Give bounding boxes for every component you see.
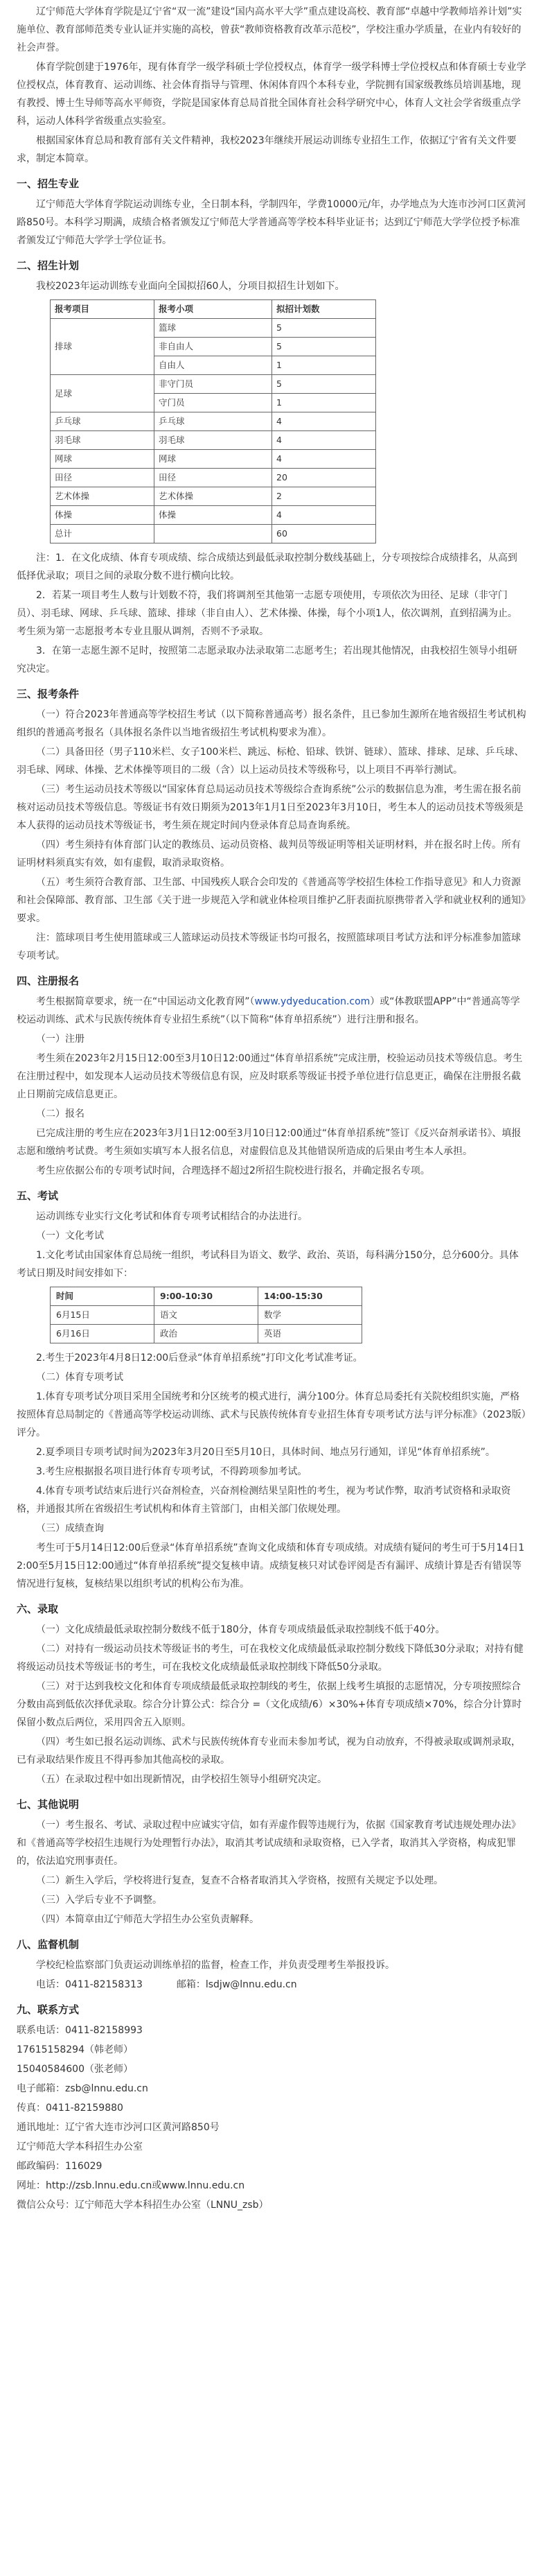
contact-address: 通讯地址：辽宁省大连市沙河口区黄河路850号: [17, 2122, 220, 2133]
section-plan: [17, 256, 526, 678]
plan-project-cell: 排球: [51, 319, 154, 375]
plan-table-body: [51, 319, 376, 543]
section-admission: [17, 1600, 526, 1789]
plan-count-cell: 5: [272, 338, 376, 356]
section-title: 六、录取: [17, 1603, 59, 1615]
section-title: 五、考试: [17, 1190, 59, 1202]
sub-heading: （三）成绩查询: [36, 1523, 104, 1534]
website-link[interactable]: www.ydyeducation.com: [254, 996, 371, 1007]
plan-count-cell: 4: [272, 450, 376, 469]
table-header-row: [51, 300, 376, 319]
paragraph: （三）入学后专业不予调整。: [36, 1895, 162, 1906]
exam-schedule-table: [50, 1287, 362, 1343]
paragraph: （五）在录取过程中如出现新情况，由学校招生领导小组研究决定。: [36, 1774, 327, 1785]
plan-item-cell: 网球: [154, 450, 272, 469]
paragraph: 考生须在2023年2月15日12:00至3月10日12:00通过“体育单招系统”完成注册，校验运动员技术等级信息。考生在注册过程中，如发现本人运动员技术等级信息有误，应及时联系等级证书授予单位进行信息更正，确保在注册报名截止日期前完成信息更正。: [17, 1053, 523, 1100]
section-title: 九、联系方式: [17, 2003, 80, 2016]
plan-count-cell: 5: [272, 319, 376, 338]
intro-paragraph: 根据国家体育总局和教育部有关文件精神，我校2023年继续开展运动训练专业招生工作，依据辽宁省有关文件要求，制定本简章。: [17, 135, 517, 164]
note: 3．在第一志愿生源不足时，按照第二志愿录取办法录取第二志愿考生；若出现其他情况，由我校招生领导小组研究决定。: [17, 645, 517, 675]
paragraph: 运动训练专业实行文化考试和体育专项考试相结合的办法进行。: [36, 1211, 308, 1222]
intro-paragraph: 体育学院创建于1976年，现有体育学一级学科硕士学位授权点，体育学一级学科博士学位授权点和体育硕士专业学位授权点，体育教育、运动训练、社会体育指导与管理、休闲体育四个本科专业，学院拥有国家级教练员培训基地，现有教授、博士生导师等高水平师资，学院是国家体育总局首批全国体育社会科学研究中心，体育人文社会学省级重点学科，运动人体科学省级重点实验室。: [17, 62, 526, 127]
paragraph: （四）考生须持有体育部门认定的教练员、运动员资格、裁判员等级证明等相关证明材料，并在报名时上传。所有证明材料须真实有效，如有虚假，取消录取资格。: [17, 839, 521, 869]
column-header: 拟招计划数: [272, 300, 376, 319]
paragraph: （四）本简章由辽宁师范大学招生办公室负责解释。: [36, 1914, 259, 1925]
section-title: 八、监督机制: [17, 1938, 80, 1951]
text-fragment: ）或“体教联盟APP”中“普通高等学校运动训练、武术与民族传统体育专业招生系统”（以下简称“体育单招系统”）进行注册和报名。: [17, 996, 520, 1025]
section-title: 四、注册报名: [17, 975, 80, 987]
paragraph: （一）文化成绩最低录取控制分数线不低于180分，体育专项成绩最低录取控制线不低于40分。: [36, 1624, 445, 1635]
plan-item-cell: 守门员: [154, 394, 272, 412]
section-supervision: [17, 1935, 526, 1994]
table-row: [51, 469, 376, 487]
section-title: 三、报考条件: [17, 688, 80, 700]
paragraph: （三）考生运动员技术等级以“国家体育总局运动员技术等级综合查询系统”公示的数据信息为准，考生需在报名前核对运动员技术等级信息。等级证书有效日期须为2013年1月1日至2023年3月10日，考生本人的运动员技术等级须是本人获得的运动员技术等级证书，考生须在规定时间内登录体育总局查询系统。: [17, 784, 524, 831]
paragraph: 考生可于5月14日12:00后登录“体育单招系统”查询文化成绩和体育专项成绩。对成绩有疑问的考生可于5月14日12:00至5月15日12:00通过“体育单招系统”提交复核申请。成绩复核只对试卷评阅是否有漏评、成绩计算是否有错误等情况进行复核，复核结果以组织考试的机构公布为准。: [17, 1542, 525, 1590]
paragraph: （二）对持有一级运动员技术等级证书的考生，可在我校文化成绩最低录取控制分数线下降低30分录取；对持有健将级运动员技术等级证书的考生，可在我校文化成绩最低录取控制线下降低50分录取。: [17, 1644, 524, 1673]
contact-phone: 联系电话：0411-82158993: [17, 2025, 143, 2036]
sub-heading: （二）体育专项考试: [36, 1372, 123, 1383]
plan-count-cell: 4: [272, 412, 376, 431]
contact-mobile: 15040584600（张老师）: [17, 2064, 133, 2075]
column-header: 时间: [51, 1287, 154, 1306]
sub-heading: （一）注册: [36, 1034, 84, 1045]
table-row: [51, 506, 376, 525]
note: 2．若某一项目考生人数与计划数不符，我们将调剂至其他第一志愿专项使用，专项依次为田径、足球（非守门员）、羽毛球、网球、乒乓球、篮球、排球（非自由人）、艺术体操、体操，每个小项1人，依次调剂，直到招满为止。考生须为第一志愿报考本专业且服从调剂，否则不予录取。: [17, 590, 517, 637]
plan-item-cell: 田径: [154, 469, 272, 487]
paragraph: （四）考生如已报名运动训练、武术与民族传统体育专业而未参加考试，视为自动放弃，不得被录取或调剂录取，已有录取结果作废且不得再参加其他高校的录取。: [17, 1737, 521, 1766]
plan-item-cell: [154, 525, 272, 543]
plan-count-cell: 4: [272, 506, 376, 525]
table-row: [51, 450, 376, 469]
section-title: 一、招生专业: [17, 177, 80, 190]
paragraph: （三）对于达到我校文化和体育专项成绩最低录取控制线的考生，依据上线考生填报的志愿情况，分专项按照综合分数由高到低依次择优录取。综合分计算公式：综合分 =（文化成绩/6）×30%+体育专项成绩×70%，综合分计算时保留小数点后两位，采用四舍五入原则。: [17, 1681, 522, 1728]
table-cell: 语文: [154, 1306, 258, 1325]
table-row: [51, 1306, 362, 1325]
paragraph: 3.考生应根据报名项目进行体育专项考试，不得跨项参加考试。: [36, 1466, 308, 1477]
paragraph: 辽宁师范大学体育学院运动训练专业，全日制本科，学制四年，学费10000元/年，办学地点为大连市沙河口区黄河路850号。本科学习期满，成绩合格者颁发辽宁师范大学普通高等学校本科毕业证书；达到辽宁师范大学学位授予标准者颁发辽宁师范大学学士学位证书。: [17, 199, 526, 246]
table-row: [51, 375, 376, 394]
plan-count-cell: 1: [272, 394, 376, 412]
plan-count-cell: 5: [272, 375, 376, 394]
section-other: [17, 1795, 526, 1929]
sub-heading: （一）文化考试: [36, 1230, 104, 1242]
paragraph: 1.体育专项考试分项目采用全国统考和分区统考的模式进行，满分100分。体育总局委托有关院校组织实施，严格按照体育总局制定的《普通高等学校运动训练、武术与民族传统体育专业招生体育专项考试方法与评分标准》（2023版）评分。: [17, 1391, 526, 1438]
plan-count-cell: 20: [272, 469, 376, 487]
plan-project-cell: 网球: [51, 450, 154, 469]
plan-item-cell: 羽毛球: [154, 431, 272, 450]
table-row: [51, 1325, 362, 1343]
contact-wechat: 微信公众号：辽宁师范大学本科招生办公室（LNNU_zsb）: [17, 2200, 269, 2211]
column-header: 报考项目: [51, 300, 154, 319]
plan-item-cell: 体操: [154, 506, 272, 525]
table-row: [51, 487, 376, 506]
table-cell: 政治: [154, 1325, 258, 1343]
plan-project-cell: 乒乓球: [51, 412, 154, 431]
plan-project-cell: 艺术体操: [51, 487, 154, 506]
section-requirements: [17, 685, 526, 965]
paragraph: 2.夏季项目专项考试时间为2023年3月20日至5月10日，具体时间、地点另行通知，详见“体育单招系统”。: [36, 1447, 495, 1458]
table-cell: 英语: [258, 1325, 362, 1343]
section-exam: [17, 1187, 526, 1593]
supervision-contact: [17, 1976, 526, 1994]
table-row: [51, 431, 376, 450]
plan-item-cell: 自由人: [154, 356, 272, 375]
sub-heading: （二）报名: [36, 1108, 84, 1120]
contact-mobile: 17615158294（韩老师）: [17, 2044, 133, 2055]
paragraph: （二）新生入学后，学校将进行复查，复查不合格者取消其入学资格，按照有关规定予以处理。: [36, 1875, 443, 1886]
plan-count-cell: 4: [272, 431, 376, 450]
plan-project-cell: 总计: [51, 525, 154, 543]
table-row: [51, 412, 376, 431]
table-row: [51, 525, 376, 543]
plan-count-cell: 60: [272, 525, 376, 543]
paragraph: 注：篮球项目考生使用篮球或三人篮球运动员技术等级证书均可报名，按照篮球项目考试方法和评分标准参加篮球专项考试。: [17, 932, 521, 961]
plan-item-cell: 艺术体操: [154, 487, 272, 506]
paragraph: 考生应依据公布的专项考试时间，合理选择不超过2所招生院校进行报名，并确定报名专项。: [36, 1165, 430, 1176]
plan-project-cell: 足球: [51, 375, 154, 412]
table-row: [51, 319, 376, 338]
paragraph: [17, 993, 526, 1029]
plan-item-cell: 篮球: [154, 319, 272, 338]
paragraph: 我校2023年运动训练专业面向全国拟招60人，分项目拟招生计划如下。: [36, 281, 345, 292]
contact-website[interactable]: 网址：http://zsb.lnnu.edu.cn或www.lnnu.edu.cn: [17, 2180, 245, 2191]
contact-office: 辽宁师范大学本科招生办公室: [17, 2141, 143, 2152]
plan-project-cell: 羽毛球: [51, 431, 154, 450]
paragraph: （二）具备田径（男子110米栏、女子100米栏、跳远、标枪、铅球、铁饼、链球）、篮球、排球、足球、乒乓球、羽毛球、网球、体操、艺术体操等项目的二级（含）以上运动员技术等级称号，以上项目不再举行测试。: [17, 747, 524, 776]
plan-count-cell: 1: [272, 356, 376, 375]
plan-project-cell: 体操: [51, 506, 154, 525]
paragraph: 2.考生于2023年4月8日12:00后登录“体育单招系统”打印文化考试准考证。: [36, 1352, 363, 1364]
section-major: [17, 175, 526, 250]
intro-paragraph: 辽宁师范大学体育学院是辽宁省“双一流”建设“国内高水平大学”重点建设高校、教育部“卓越中学教师培养计划”实施单位、教育部师范类专业认证并实施的高校，曾获“教师资格教育改革示范校”，学校注重办学质量，在业内有较好的社会声誉。: [17, 6, 522, 53]
paragraph: （一）符合2023年普通高等学校招生考试（以下简称普通高考）报名条件，且已参加生源所在地省级招生考试机构组织的普通高考报名（具体报名条件以当地省级招生考试机构要求为准）。: [17, 709, 526, 738]
note: 注：1．在文化成绩、体育专项成绩、综合成绩达到最低录取控制分数线基础上，分专项按综合成绩排名，从高到低择优录取；项目之间的录取分数不进行横向比较。: [17, 552, 517, 582]
intro-section: [17, 3, 526, 168]
plan-item-cell: 乒乓球: [154, 412, 272, 431]
plan-count-cell: 2: [272, 487, 376, 506]
paragraph: 4.体育专项考试结束后进行兴奋剂检查，兴奋剂检测结果呈阳性的考生，视为考试作弊，取消考试资格和录取资格，并通报其所在省级招生考试机构和体育主管部门，由相关部门依规处理。: [17, 1486, 511, 1515]
paragraph: （五）考生须符合教育部、卫生部、中国残疾人联合会印发的《普通高等学校招生体检工作指导意见》和人力资源和社会保障部、教育部、卫生部《关于进一步规范入学和就业体检项目维护乙肝表面抗原携带者入学和就业权利的通知》要求。: [17, 877, 526, 924]
paragraph: （一）考生报名、考试、录取过程中应诚实守信，如有弄虚作假等违规行为，依据《国家教育考试违规处理办法》和《普通高等学校招生违规行为处理暂行办法》，取消其考试成绩和录取资格，已入学者，取消其入学资格，构成犯罪的，依法追究刑事责任。: [17, 1820, 521, 1867]
plan-item-cell: 非守门员: [154, 375, 272, 394]
enrollment-plan-table: [50, 299, 376, 543]
table-cell: 6月15日: [51, 1306, 154, 1325]
column-header: 14:00-15:30: [258, 1287, 362, 1306]
table-header-row: [51, 1287, 362, 1306]
supervision-email[interactable]: 邮箱：lsdjw@lnnu.edu.cn: [176, 1979, 297, 1990]
column-header: 9:00-10:30: [154, 1287, 258, 1306]
section-title: 二、招生计划: [17, 259, 80, 272]
plan-project-cell: 田径: [51, 469, 154, 487]
section-registration: [17, 972, 526, 1180]
plan-item-cell: 非自由人: [154, 338, 272, 356]
column-header: 报考小项: [154, 300, 272, 319]
paragraph: 1.文化考试由国家体育总局统一组织，考试科目为语文、数学、政治、英语，每科满分150分，总分600分。具体考试日期及时间安排如下：: [17, 1250, 519, 1279]
text-fragment: 考生根据简章要求，统一在“中国运动文化教育网”（: [36, 996, 255, 1007]
section-contact: [17, 2001, 526, 2214]
paragraph: 学校纪检监察部门负责运动训练单招的监督，检查工作，并负责受理考生举报投诉。: [36, 1960, 395, 1971]
table-cell: 数学: [258, 1306, 362, 1325]
contact-fax: 传真：0411-82159880: [17, 2103, 123, 2114]
table-cell: 6月16日: [51, 1325, 154, 1343]
contact-postcode: 邮政编码：116029: [17, 2161, 103, 2172]
paragraph: 已完成注册的考生应在2023年3月1日12:00至3月10日12:00通过“体育单招系统”签订《反兴奋剂承诺书》、填报志愿和缴纳考试费。考生须如实填写本人报名信息，对虚假信息及其他错误所造成的后果由考生本人承担。: [17, 1128, 522, 1157]
section-title: 七、其他说明: [17, 1798, 80, 1811]
contact-email[interactable]: 电子邮箱：zsb@lnnu.edu.cn: [17, 2083, 148, 2094]
supervision-phone: 电话：0411-82158313: [36, 1979, 143, 1990]
